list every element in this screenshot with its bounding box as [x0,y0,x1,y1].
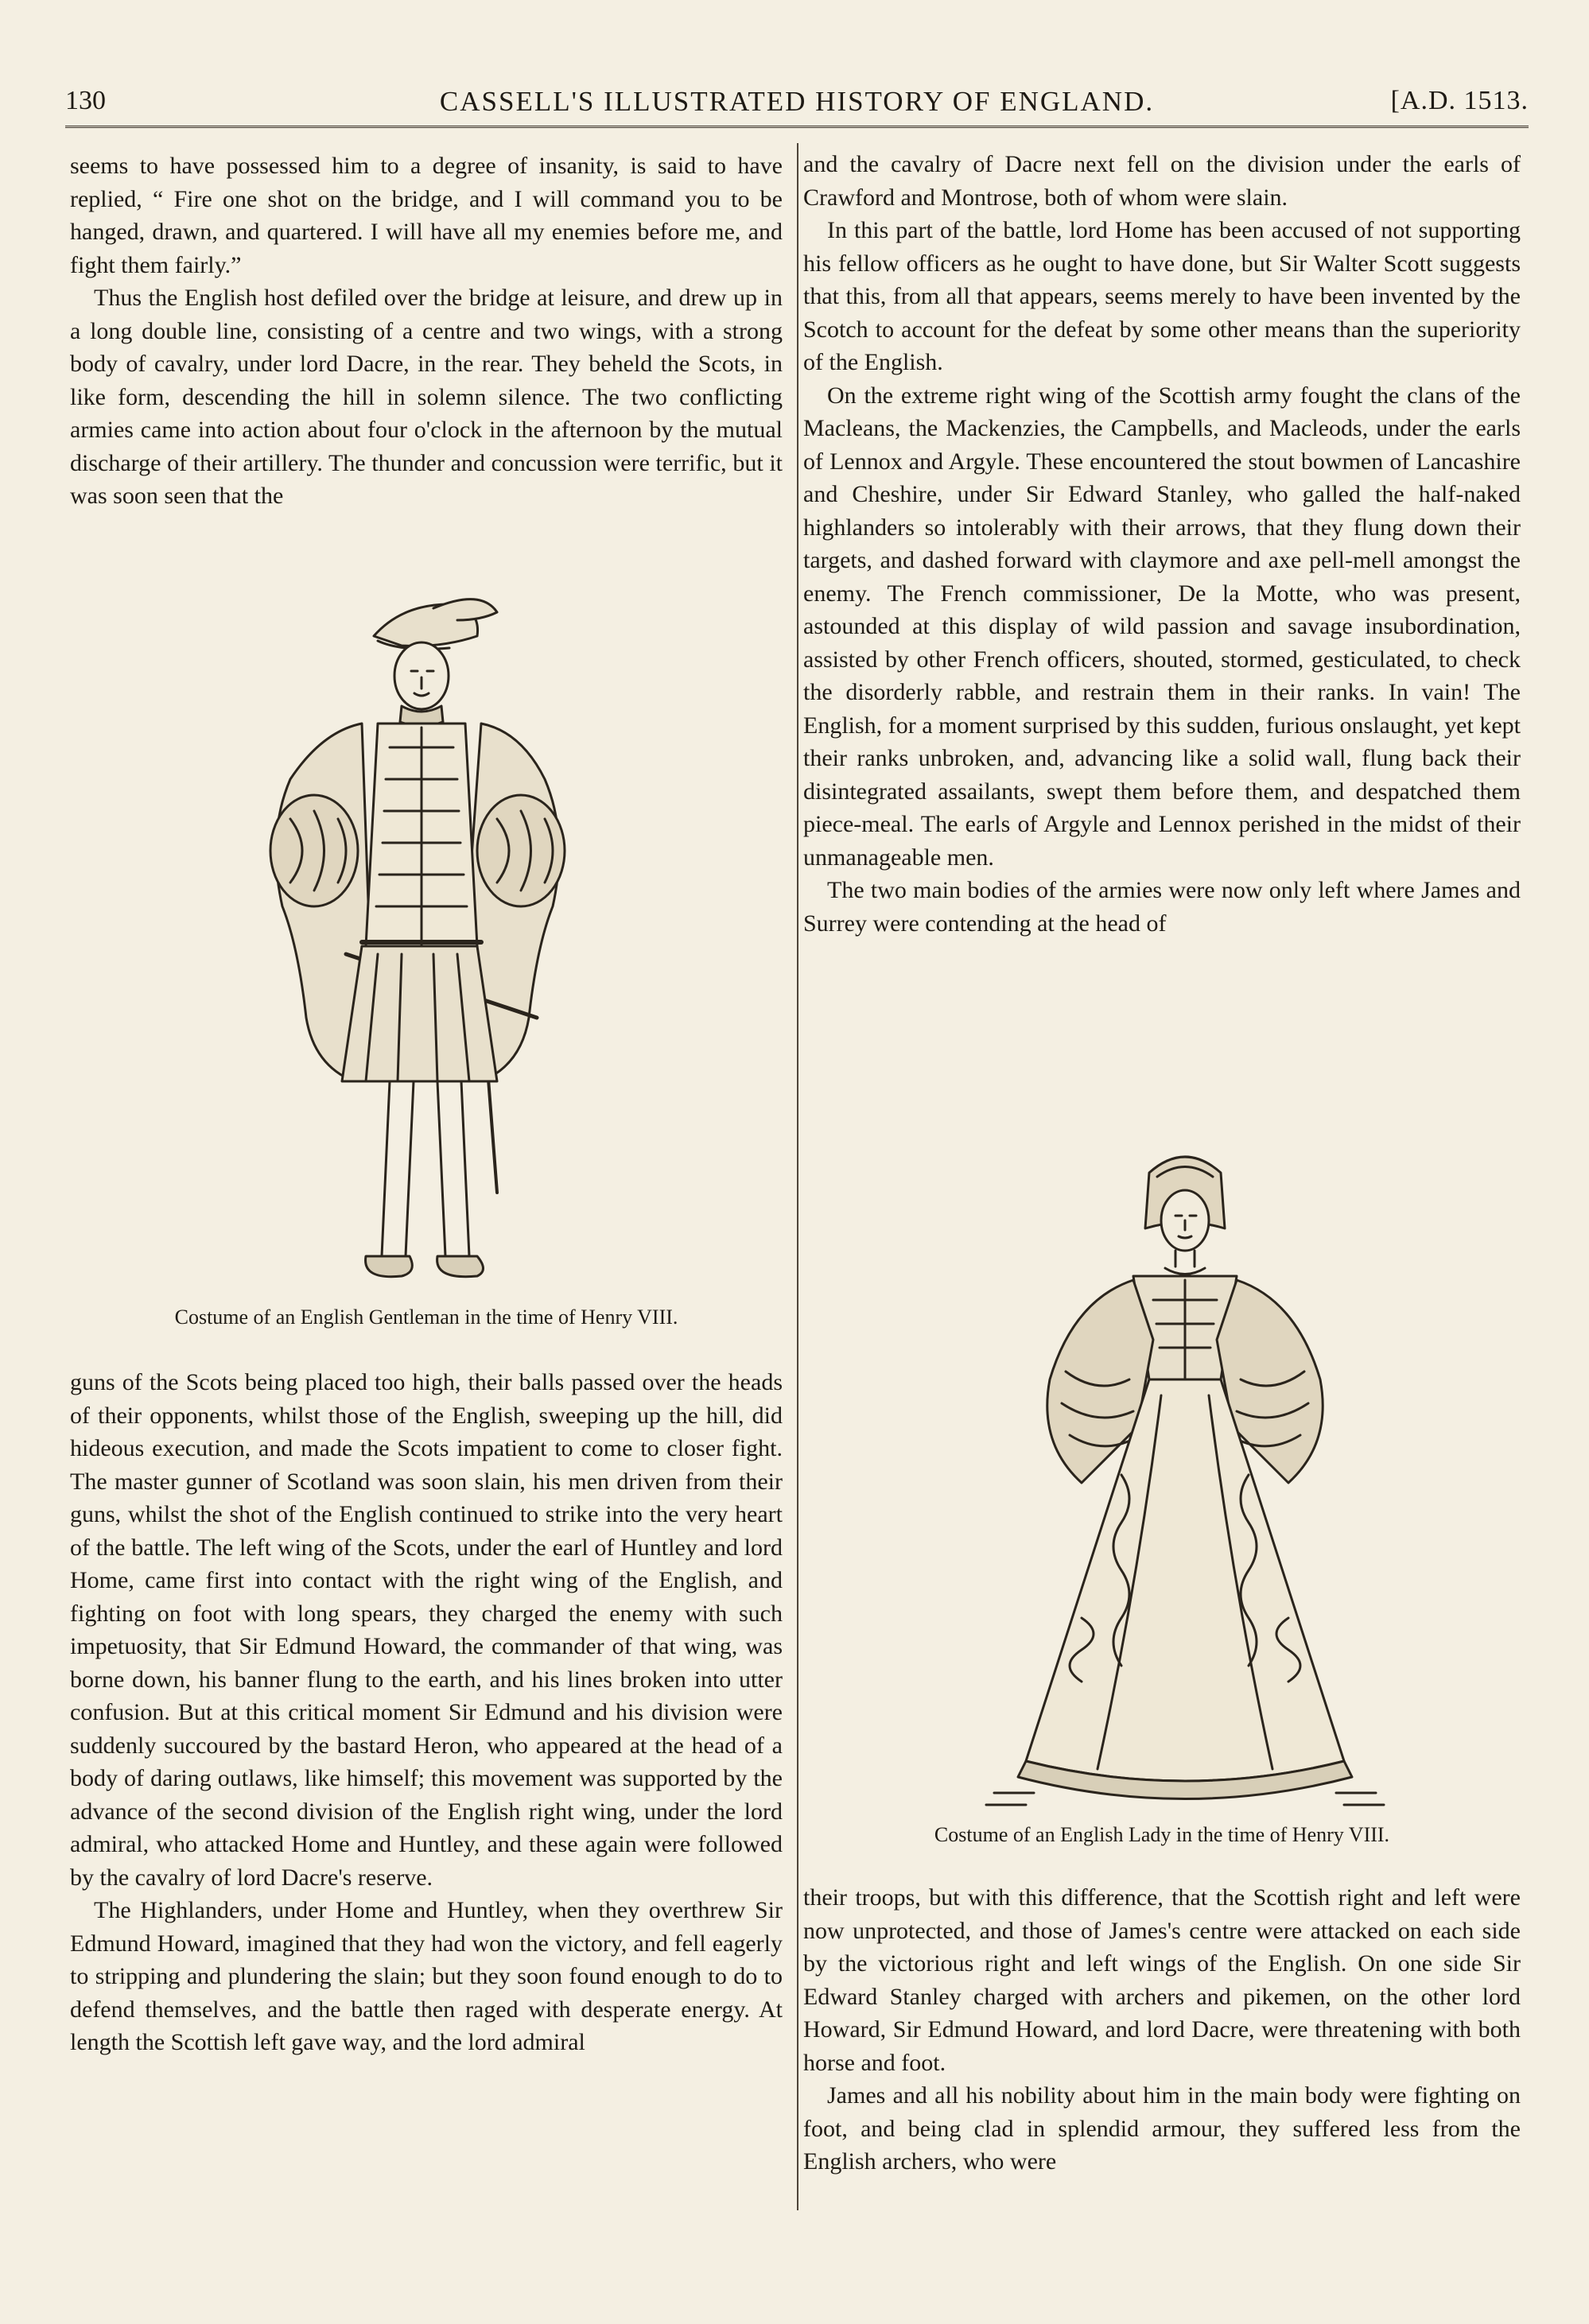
gentleman-illustration [163,572,656,1304]
left-column-top [70,149,783,513]
right-column-top [803,148,1521,940]
gentleman-caption: Costume of an English Gentleman in the time of Henry VIII. [174,1306,678,1329]
running-title: CASSELL'S ILLUSTRATED HISTORY OF ENGLAND. [439,86,1155,117]
paragraph: On the extreme right wing of the Scottish army fought the clans of the Macleans, the Mackenzies, the Campbells, and Macleods, under the earls of Lennox and Argyle. These encountered the stout bowmen of Lancashire and Cheshire, under Sir Edward Stanley, who galled the half-naked highlanders so intolerably with their arrows, that they flung down their targets, and dashed forward with claymore and axe pell-mell amongst the enemy. The French commissioner, De la Motte, who was present, astounded at this display of wild passion and savage insubordination, assisted by other French officers, shouted, stormed, gesticulated, to check the disorderly rabble, and restrain them in their ranks. In vain! The English, for a moment surprised by this sudden, furious onslaught, yet kept their ranks unbroken, and, advancing like a solid wall, flung back their disintegrated assailants, swept them before them, and despatched them piece-meal. The earls of Argyle and Lennox perished in the midst of their unmanageable men. [803,382,1521,871]
paragraph: Thus the English host defiled over the bridge at leisure, and drew up in a long double line, consisting of a centre and two wings, with a strong body of cavalry, under lord Dacre, in the rear. They beheld the Scots, in like form, descending the hill in solemn silence. The two conflicting armies came into action about four o'clock in the afternoon by the mutual discharge of their artillery. The thunder and concussion were terrific, but it was soon seen that the [70,285,783,509]
paragraph: guns of the Scots being placed too high, their balls passed over the heads of their opponents, whilst those of the English, sweeping up the hill, did hideous execution, and made the Scots impatient to come to closer fight. The master gunner of Scotland was soon slain, his men driven from their guns, whilst the shot of the English continued to strike into the very heart of the battle. The left wing of the Scots, under the earl of Huntley and lord Home, came first into contact with the right wing of the English, and fighting on foot with long spears, they charged the enemy with such impetuosity, that Sir Edmund Howard, the commander of that wing, was borne down, his banner flung to the earth, and his lines broken into utter confusion. But at this critical moment Sir Edmund and his division were suddenly succoured by the bastard Heron, who appeared at the head of a body of daring outlaws, like himself; this movement was supported by the advance of the second division of the English right wing, under the lord admiral, who attacked Home and Huntley, and these again were followed by the cavalry of lord Dacre's reserve. [70,1369,783,1891]
paragraph: James and all his nobility about him in the main body were fighting on foot, and being clad in splendid armour, they suffered less from the English archers, who were [803,2082,1521,2175]
paragraph: The two main bodies of the armies were now only left where James and Surrey were contending at the head of [803,877,1521,937]
right-column-bottom [803,1881,1521,2179]
lady-caption: Costume of an English Lady in the time of Henry VIII. [934,1823,1390,1846]
column-divider [797,143,798,2210]
paragraph: seems to have possessed him to a degree of insanity, is said to have replied, “ Fire one shot on the bridge, and I will command you to be hanged, drawn, and quartered. I will have all my enemies before me, and fight them fairly.” [70,153,783,278]
date-marker: [A.D. 1513. [1390,86,1529,115]
page-header [65,86,1529,128]
paragraph: In this part of the battle, lord Home has been accused of not supporting his fellow officers as he ought to have done, but Sir Walter Scott suggests that this, from all that appears, seems merely to have been invented by the Scotch to account for the defeat by some other means than the superiority of the English. [803,217,1521,375]
paragraph: their troops, but with this difference, that the Scottish right and left were now unprotected, and those of James's centre were attacked on each side by the victorious right and left wings of the English. On one side Sir Edward Stanley charged with archers and pikemen, on the other lord Howard, Sir Edmund Howard, and lord Dacre, were threatening with both horse and foot. [803,1884,1521,2076]
paragraph: The Highlanders, under Home and Huntley, when they overthrew Sir Edmund Howard, imagined that they had won the victory, and fell eagerly to stripping and plundering the slain; but they soon found enough to do to defend themselves, and the battle then raged with desperate energy. At length the Scottish left gave way, and the lord admiral [70,1897,783,2055]
paragraph: and the cavalry of Dacre next fell on the division under the earls of Crawford and Montrose, both of whom were slain. [803,151,1521,211]
lady-illustration [962,1141,1408,1825]
left-column-bottom [70,1366,783,2059]
page-number: 130 [65,86,106,115]
